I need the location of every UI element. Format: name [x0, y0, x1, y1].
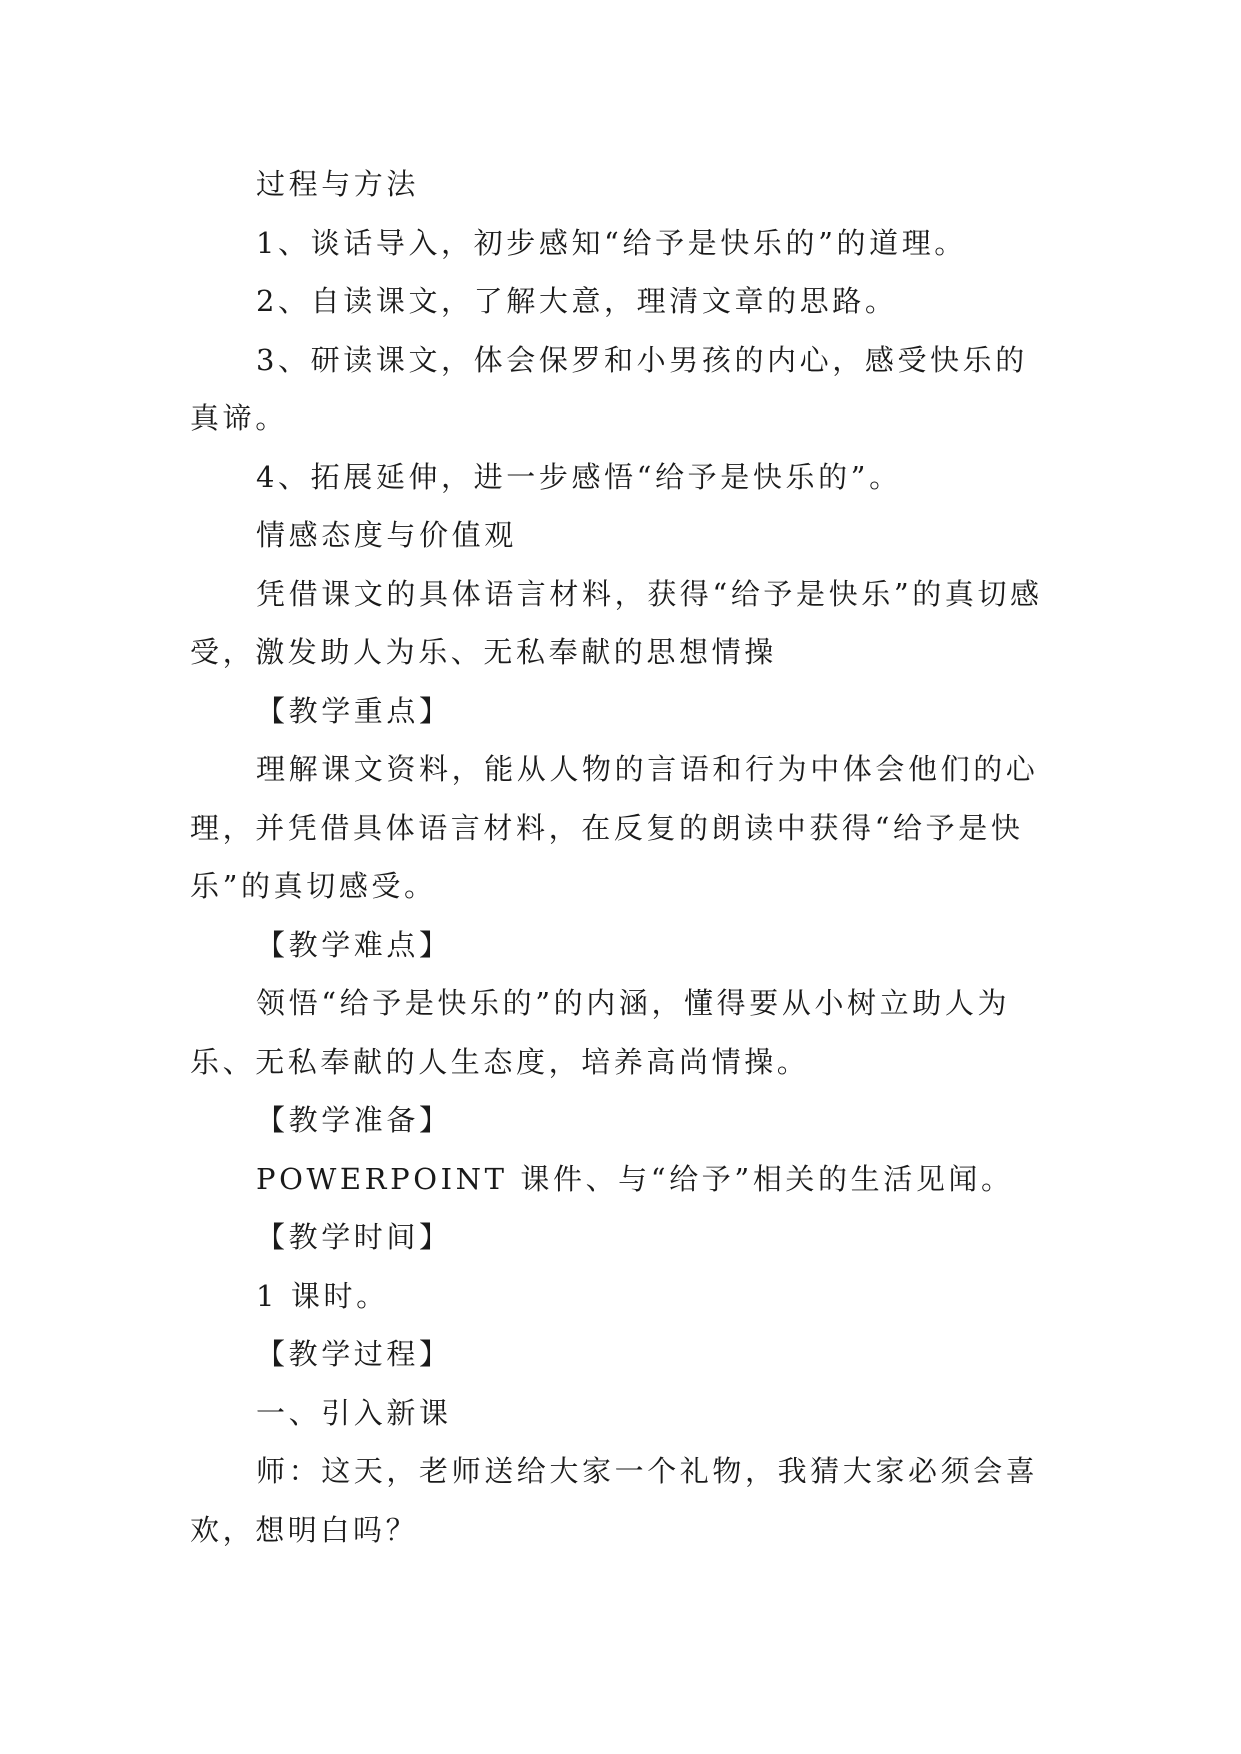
paragraph-teaching-difficulty: 领悟“给予是快乐的”的内涵，懂得要从小树立助人为乐、无私奉献的人生态度，培养高尚情操。: [190, 986, 1011, 1079]
heading-teaching-time: 【教学时间】: [256, 1220, 452, 1254]
list-item: 2、自读课文，了解大意，理清文章的思路。: [256, 284, 898, 318]
paragraph-teacher-dialogue: 师：这天，老师送给大家一个礼物，我猜大家必须会喜欢，想明白吗？: [190, 1454, 1039, 1547]
paragraph-teaching-focus: 理解课文资料，能从人物的言语和行为中体会他们的心理，并凭借具体语言材料，在反复的朗读中获得“给予是快乐”的真切感受。: [190, 752, 1039, 903]
heading-teaching-focus: 【教学重点】: [256, 693, 452, 728]
heading-teaching-difficulty: 【教学难点】: [256, 927, 452, 962]
section-heading-introduce-lesson: 一、引入新课: [256, 1395, 452, 1430]
paragraph-emotion-values: 凭借课文的具体语言材料，获得“给予是快乐”的真切感受，激发助人为乐、无私奉献的思想情操: [190, 576, 1043, 669]
list-item: 4、拓展延伸，进一步感悟“给予是快乐的”。: [256, 459, 902, 494]
heading-teaching-preparation: 【教学准备】: [256, 1103, 452, 1137]
list-item: 3、研读课文，体会保罗和小男孩的内心，感受快乐的真谛。: [190, 342, 1028, 435]
section-heading-emotion-values: 情感态度与价值观: [256, 518, 517, 552]
paragraph-teaching-preparation: POWERPOINT 课件、与“给予”相关的生活见闻。: [256, 1161, 1014, 1196]
list-item: 1、谈话导入，初步感知“给予是快乐的”的道理。: [256, 225, 967, 260]
document-body: [190, 155, 1052, 1559]
section-heading-process-method: 过程与方法: [256, 167, 420, 201]
heading-teaching-process: 【教学过程】: [256, 1337, 452, 1371]
paragraph-teaching-time: 1 课时。: [256, 1278, 389, 1313]
